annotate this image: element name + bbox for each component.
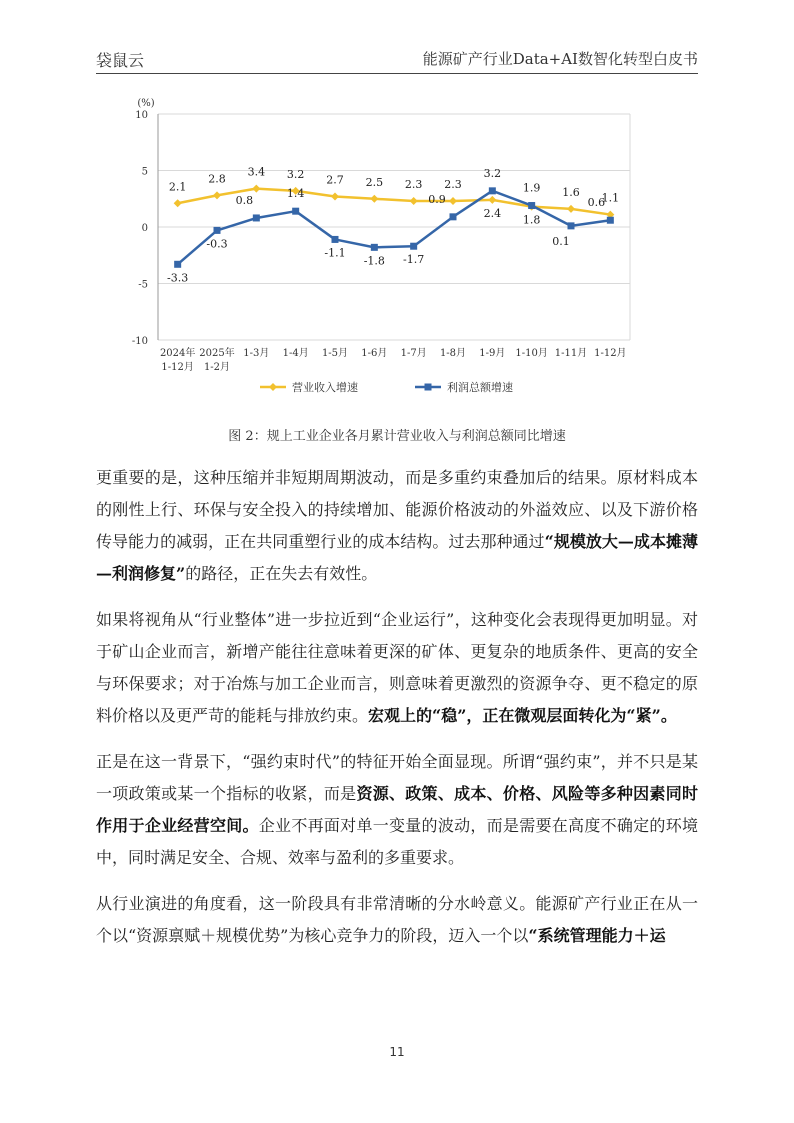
x-tick-label: 2025年 — [199, 348, 235, 359]
paragraph — [96, 746, 698, 874]
data-label: 1.8 — [522, 213, 541, 227]
data-point — [371, 244, 378, 251]
x-tick-label: 1-7月 — [400, 348, 427, 359]
header-divider — [96, 73, 698, 74]
data-label: 0.9 — [428, 192, 446, 206]
text-run: 从行业演进的角度看，这一阶段具有非常清晰的分水岭意义。能源矿产行业正在从一个以“资源禀赋＋规模优势”为核心竞争力的阶段，迈入一个以 — [96, 894, 698, 945]
data-label: 3.4 — [247, 165, 266, 179]
y-tick-label: 10 — [135, 110, 148, 121]
data-point — [252, 185, 260, 193]
y-axis-unit: (%) — [137, 98, 155, 109]
x-tick-label: 1-8月 — [439, 348, 467, 359]
chart-svg — [110, 90, 690, 410]
paragraph — [96, 888, 698, 952]
data-point — [214, 227, 221, 234]
data-point — [253, 214, 260, 221]
x-tick-label: 1-12月 — [161, 362, 194, 373]
text-run: 如果将视角从“行业整体”进一步拉近到“企业运行”，这种变化会表现得更加明显。对于矿山企业而言，新增产能往往意味着更深的矿体、更复杂的地质条件、更高的安全与环保要求；对于冶炼与加工企业而言，则意味着更激烈的资源争夺、更不稳定的原料价格以及更严苛的能耗与排放约束。 — [96, 610, 698, 725]
data-label: 1.9 — [522, 181, 541, 195]
data-point — [370, 195, 378, 203]
paragraph — [96, 604, 698, 732]
data-label: 2.8 — [208, 172, 226, 186]
data-label: 0.8 — [235, 193, 254, 207]
line-chart — [110, 90, 690, 410]
brand-name: 袋鼠云 — [96, 51, 145, 70]
data-label: 0.1 — [552, 234, 570, 248]
data-point — [174, 261, 181, 268]
data-point — [568, 222, 575, 229]
data-label: -1.1 — [324, 246, 346, 260]
x-tick-label: 1-3月 — [243, 348, 270, 359]
bold-text-run: “系统管理能力＋运 — [528, 926, 666, 945]
x-tick-label: 1-6月 — [361, 348, 388, 359]
data-label: 1.4 — [286, 187, 305, 201]
legend-label: 营业收入增速 — [292, 381, 358, 394]
data-label: 2.5 — [365, 175, 384, 189]
data-point — [607, 217, 614, 224]
x-tick-label: 1-12月 — [594, 348, 627, 359]
data-label: 2.3 — [404, 178, 423, 192]
data-point — [410, 243, 417, 250]
data-point — [331, 192, 339, 200]
legend-label: 利润总额增速 — [447, 381, 513, 394]
figure-caption: 图 2：规上工业企业各月累计营业收入与利润总额同比增速 — [228, 429, 566, 444]
y-tick-label: 5 — [141, 166, 148, 178]
data-label: -3.3 — [167, 271, 189, 285]
x-tick-label: 1-9月 — [479, 348, 506, 359]
data-label: -1.8 — [363, 254, 385, 268]
legend-marker — [269, 383, 277, 391]
data-point — [410, 197, 418, 205]
data-point — [213, 191, 221, 199]
x-tick-label: 1-10月 — [515, 348, 548, 359]
y-tick-label: -5 — [138, 279, 148, 291]
data-point — [449, 197, 457, 205]
text-run: 企业不再面对单一变量的波动，而是需要在高度不确定的环境中，同时满足安全、合规、效率与盈利的多重要求。 — [96, 816, 698, 867]
y-tick-label: 0 — [141, 223, 148, 234]
data-label: 3.2 — [286, 167, 305, 181]
bold-text-run: “规模放大—成本摊薄—利润修复” — [96, 532, 698, 583]
text-run: 的路径，正在失去有效性。 — [185, 564, 378, 583]
body-text — [96, 462, 698, 966]
x-tick-label: 2024年 — [159, 348, 196, 359]
data-label: 0.6 — [587, 196, 606, 210]
data-label: 2.3 — [444, 178, 462, 192]
data-label: 1.1 — [601, 191, 620, 205]
page-number: 11 — [389, 1045, 405, 1059]
data-label: -0.3 — [206, 237, 228, 251]
x-tick-label: 1-11月 — [554, 348, 588, 359]
text-run: 正是在这一背景下，“强约束时代”的特征开始全面显现。所谓“强约束”，并不只是某一项政策或某一个指标的收紧，而是 — [96, 752, 698, 803]
text-run: 更重要的是，这种压缩并非短期周期波动，而是多重约束叠加后的结果。原材料成本的刚性上行、环保与安全投入的持续增加、能源价格波动的外溢效应、以及下游价格传导能力的减弱，正在共同重塑行业的成本结构。过去那种通过 — [96, 468, 698, 551]
data-point — [332, 236, 339, 243]
data-label: 2.7 — [326, 173, 344, 187]
legend-marker — [425, 384, 432, 391]
data-point — [488, 196, 496, 204]
bold-text-run: 资源、政策、成本、价格、风险等多种因素同时作用于企业经营空间。 — [96, 784, 698, 835]
page-header — [96, 48, 698, 72]
x-tick-label: 1-5月 — [321, 348, 349, 359]
data-label: 1.6 — [562, 185, 580, 199]
x-tick-label: 1-2月 — [203, 362, 231, 373]
data-label: -1.7 — [403, 253, 425, 267]
bold-text-run: 宏观上的“稳”，正在微观层面转化为“紧”。 — [368, 706, 677, 725]
data-point — [174, 199, 182, 207]
data-point — [489, 187, 496, 194]
data-point — [567, 205, 575, 213]
document-title: 能源矿产行业Data+AI数智化转型白皮书 — [422, 50, 698, 68]
x-tick-label: 1-4月 — [282, 348, 309, 359]
data-point — [450, 213, 457, 220]
data-point — [292, 208, 299, 215]
data-label: 3.2 — [483, 166, 502, 180]
y-tick-label: -10 — [131, 336, 148, 347]
data-label: 2.1 — [168, 180, 187, 194]
data-label: 2.4 — [483, 206, 502, 220]
paragraph — [96, 462, 698, 590]
data-point — [528, 202, 535, 209]
